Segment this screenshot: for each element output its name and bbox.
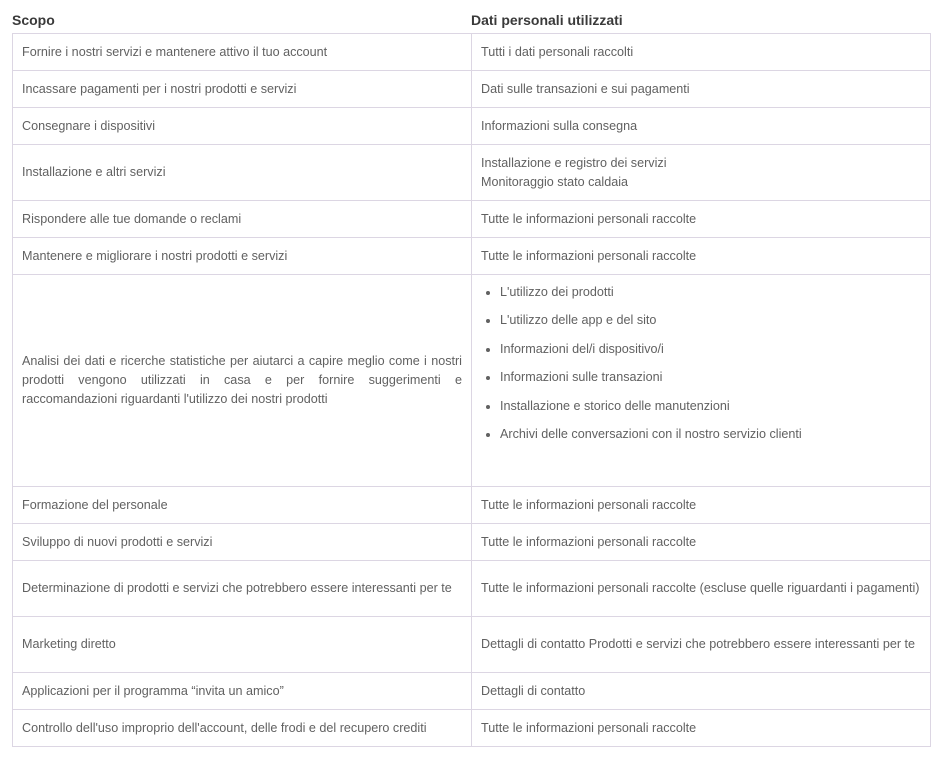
cell-scopo: Controllo dell'uso improprio dell'account, delle frodi e del recupero crediti: [13, 710, 472, 747]
cell-dati: Tutti i dati personali raccolti: [472, 34, 931, 71]
cell-dati: Dati sulle transazioni e sui pagamenti: [472, 71, 931, 108]
list-item: • Installazione e storico delle manutenzioni: [500, 397, 921, 416]
cell-dati-line: Installazione e registro dei servizi: [481, 155, 667, 170]
header-dati-personali: Dati personali utilizzati: [471, 12, 623, 28]
table-row: [13, 201, 931, 238]
cell-scopo: Installazione e altri servizi: [13, 145, 472, 201]
cell-dati: Tutte le informazioni personali raccolte: [472, 710, 931, 747]
cell-dati: Tutte le informazioni personali raccolte (escluse quelle riguardanti i pagamenti): [472, 561, 931, 617]
table-row: [13, 34, 931, 71]
cell-scopo: Incassare pagamenti per i nostri prodotti e servizi: [13, 71, 472, 108]
cell-dati: Tutte le informazioni personali raccolte: [472, 238, 931, 275]
table-row: [13, 145, 931, 201]
cell-dati: Tutte le informazioni personali raccolte: [472, 201, 931, 238]
cell-dati: Informazioni sulla consegna: [472, 108, 931, 145]
cell-scopo: Fornire i nostri servizi e mantenere attivo il tuo account: [13, 34, 472, 71]
table-row: [13, 275, 931, 487]
list-item: • Archivi delle conversazioni con il nostro servizio clienti: [500, 425, 921, 444]
table-row: [13, 108, 931, 145]
table-row: [13, 673, 931, 710]
table-row: [13, 561, 931, 617]
cell-scopo: Consegnare i dispositivi: [13, 108, 472, 145]
cell-dati: Dettagli di contatto Prodotti e servizi che potrebbero essere interessanti per te: [472, 617, 931, 673]
cell-scopo: Marketing diretto: [13, 617, 472, 673]
list-item: • L'utilizzo dei prodotti: [500, 283, 921, 302]
table-row: [13, 617, 931, 673]
cell-dati: [472, 275, 931, 487]
cell-dati-line: Monitoraggio stato caldaia: [481, 174, 629, 189]
table-row: [13, 238, 931, 275]
table-row: [13, 524, 931, 561]
cell-scopo: Formazione del personale: [13, 487, 472, 524]
table-header: [12, 12, 930, 32]
cell-scopo: Applicazioni per il programma “invita un amico”: [13, 673, 472, 710]
cell-dati: Tutte le informazioni personali raccolte: [472, 524, 931, 561]
privacy-table: [12, 33, 931, 747]
cell-scopo: Analisi dei dati e ricerche statistiche per aiutarci a capire meglio come i nostri prodotti vengono utilizzati in casa e per fornire suggerimenti e raccomandazioni riguardanti l'utilizzo dei nostri prodotti: [13, 275, 472, 487]
table-row: [13, 487, 931, 524]
list-item: • L'utilizzo delle app e del sito: [500, 311, 921, 330]
header-scopo: Scopo: [12, 12, 55, 28]
cell-dati: Tutte le informazioni personali raccolte: [472, 487, 931, 524]
table-row: [13, 71, 931, 108]
list-item: • Informazioni sulle transazioni: [500, 368, 921, 387]
cell-scopo: Mantenere e migliorare i nostri prodotti e servizi: [13, 238, 472, 275]
cell-scopo: Rispondere alle tue domande o reclami: [13, 201, 472, 238]
cell-dati: Dettagli di contatto: [472, 673, 931, 710]
cell-scopo: Sviluppo di nuovi prodotti e servizi: [13, 524, 472, 561]
table-row: [13, 710, 931, 747]
cell-scopo: Determinazione di prodotti e servizi che potrebbero essere interessanti per te: [13, 561, 472, 617]
cell-dati: [472, 145, 931, 201]
dati-bullet-list: [481, 283, 921, 444]
list-item: • Informazioni del/i dispositivo/i: [500, 340, 921, 359]
